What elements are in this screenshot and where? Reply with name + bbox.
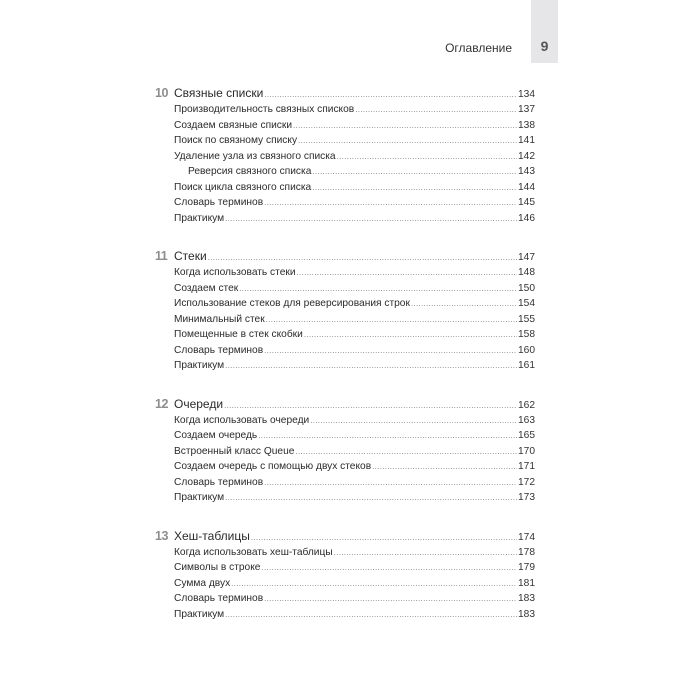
- entry-page: 154: [518, 298, 535, 309]
- dot-leader: [372, 459, 517, 475]
- dot-leader: [355, 102, 517, 118]
- entry-page: 183: [518, 608, 535, 620]
- chapter-page: 174: [518, 531, 535, 543]
- toc-entry[interactable]: [155, 102, 535, 118]
- entry-page: 146: [518, 212, 535, 224]
- entry-title: Встроенный класс Queue: [174, 445, 295, 457]
- entry-page: 148: [518, 267, 535, 278]
- entry-title: Практикум: [174, 212, 225, 224]
- chapter-title: Хеш-таблицы: [174, 528, 250, 543]
- entry-page: 173: [518, 492, 535, 503]
- dot-leader: [293, 118, 517, 134]
- dot-leader: [225, 490, 517, 506]
- chapter-page: 134: [518, 89, 535, 100]
- dot-leader: [264, 591, 517, 607]
- chapter-heading[interactable]: [155, 396, 535, 413]
- table-of-contents: [155, 85, 535, 622]
- entry-title: Практикум: [174, 492, 225, 503]
- dot-leader: [225, 607, 517, 623]
- entry-page: 138: [518, 119, 535, 131]
- dot-leader: [251, 529, 517, 546]
- dot-leader: [411, 296, 517, 312]
- chapter-heading[interactable]: [155, 85, 535, 102]
- chapter-title: Связные списки: [174, 86, 264, 100]
- entry-page: 183: [518, 593, 535, 604]
- entry-title: Помещенные в стек скобки: [174, 329, 303, 340]
- dot-leader: [239, 281, 517, 297]
- dot-leader: [231, 576, 517, 592]
- page-number-tab: [531, 0, 558, 63]
- toc-entry[interactable]: [155, 265, 535, 281]
- chapter-gap: [155, 374, 535, 396]
- entry-title: Практикум: [174, 608, 225, 620]
- chapter-title: Стеки: [174, 249, 207, 263]
- entry-title: Словарь терминов: [174, 593, 264, 604]
- entry-title: Использование стеков для реверсирования строк: [174, 298, 410, 309]
- chapter-block: [155, 248, 535, 374]
- entry-title: Когда использовать хеш-таблицы: [174, 546, 333, 558]
- chapter-page: 162: [518, 399, 535, 411]
- dot-leader: [225, 358, 517, 374]
- entry-title: Минимальный стек: [174, 313, 265, 325]
- chapter-block: [155, 396, 535, 506]
- entry-title: Реверсия связного списка: [188, 166, 312, 177]
- toc-entry[interactable]: [155, 327, 535, 343]
- entry-title: Производительность связных списков: [174, 104, 355, 115]
- toc-entry[interactable]: [155, 312, 535, 328]
- toc-entry[interactable]: [155, 428, 535, 444]
- dot-leader: [310, 413, 517, 429]
- entry-page: 144: [518, 181, 535, 193]
- chapter-number: 13: [155, 528, 168, 543]
- chapter-block: [155, 85, 535, 226]
- entry-title: Поиск по связному списку: [174, 135, 298, 146]
- entry-title: Создаем стек: [174, 282, 239, 294]
- toc-entry[interactable]: [155, 195, 535, 211]
- dot-leader: [295, 444, 517, 460]
- entry-page: 141: [518, 135, 535, 146]
- chapter-number: 12: [155, 396, 168, 411]
- entry-title: Создаем очередь: [174, 430, 258, 441]
- toc-entry[interactable]: [155, 118, 535, 134]
- chapter-title: Очереди: [174, 396, 224, 411]
- toc-entry[interactable]: [155, 413, 535, 429]
- chapter-gap: [155, 506, 535, 528]
- entry-page: 172: [518, 476, 535, 488]
- toc-entry[interactable]: [155, 545, 535, 561]
- dot-leader: [312, 180, 517, 196]
- toc-entry[interactable]: [155, 164, 535, 180]
- toc-entry[interactable]: [155, 358, 535, 374]
- chapter-heading[interactable]: [155, 528, 535, 545]
- entry-title: Словарь терминов: [174, 197, 264, 208]
- dot-leader: [264, 86, 517, 103]
- dot-leader: [297, 265, 517, 281]
- page-number: 9: [540, 38, 549, 54]
- entry-page: 163: [518, 414, 535, 426]
- toc-entry[interactable]: [155, 343, 535, 359]
- entry-page: 143: [518, 166, 535, 177]
- entry-page: 142: [518, 150, 535, 162]
- dot-leader: [258, 428, 517, 444]
- toc-entry[interactable]: [155, 560, 535, 576]
- entry-page: 161: [518, 360, 535, 371]
- dot-leader: [264, 475, 517, 491]
- chapter-number: 11: [155, 249, 168, 263]
- entry-page: 178: [518, 546, 535, 558]
- dot-leader: [261, 560, 517, 576]
- entry-page: 179: [518, 562, 535, 573]
- dot-leader: [298, 133, 517, 149]
- entry-page: 158: [518, 329, 535, 340]
- toc-entry[interactable]: [155, 149, 535, 165]
- entry-title: Создаем очередь с помощью двух стеков: [174, 461, 372, 472]
- entry-title: Символы в строке: [174, 562, 261, 573]
- toc-entry[interactable]: [155, 607, 535, 623]
- entry-page: 160: [518, 344, 535, 356]
- entry-title: Практикум: [174, 360, 225, 371]
- toc-entry[interactable]: [155, 211, 535, 227]
- toc-entry[interactable]: [155, 490, 535, 506]
- toc-entry[interactable]: [155, 475, 535, 491]
- chapter-number: 10: [155, 86, 168, 100]
- entry-page: 145: [518, 197, 535, 208]
- entry-page: 155: [518, 313, 535, 325]
- toc-entry[interactable]: [155, 591, 535, 607]
- toc-entry[interactable]: [155, 281, 535, 297]
- chapter-block: [155, 528, 535, 623]
- dot-leader: [264, 195, 517, 211]
- entry-page: 165: [518, 430, 535, 441]
- toc-entry[interactable]: [155, 459, 535, 475]
- dot-leader: [334, 545, 517, 561]
- entry-title: Когда использовать стеки: [174, 267, 296, 278]
- running-title: Оглавление: [445, 41, 512, 55]
- entry-page: 181: [518, 577, 535, 589]
- entry-page: 137: [518, 104, 535, 115]
- entry-title: Поиск цикла связного списка: [174, 181, 312, 193]
- entry-title: Сумма двух: [174, 577, 231, 589]
- chapter-heading[interactable]: [155, 248, 535, 265]
- chapter-page: 147: [518, 252, 535, 263]
- entry-page: 171: [518, 461, 535, 472]
- dot-leader: [337, 149, 517, 165]
- dot-leader: [304, 327, 517, 343]
- toc-entry[interactable]: [155, 576, 535, 592]
- entry-title: Создаем связные списки: [174, 119, 293, 131]
- dot-leader: [264, 343, 517, 359]
- entry-page: 150: [518, 282, 535, 294]
- toc-entry[interactable]: [155, 180, 535, 196]
- toc-entry[interactable]: [155, 444, 535, 460]
- dot-leader: [225, 211, 517, 227]
- dot-leader: [224, 397, 517, 414]
- entry-title: Словарь терминов: [174, 344, 264, 356]
- chapter-gap: [155, 226, 535, 248]
- entry-title: Когда использовать очереди: [174, 414, 310, 426]
- entry-title: Удаление узла из связного списка: [174, 150, 336, 162]
- dot-leader: [266, 312, 517, 328]
- entry-page: 170: [518, 445, 535, 457]
- dot-leader: [208, 249, 517, 266]
- toc-entry[interactable]: [155, 296, 535, 312]
- toc-entry[interactable]: [155, 133, 535, 149]
- entry-title: Словарь терминов: [174, 476, 264, 488]
- dot-leader: [312, 164, 517, 180]
